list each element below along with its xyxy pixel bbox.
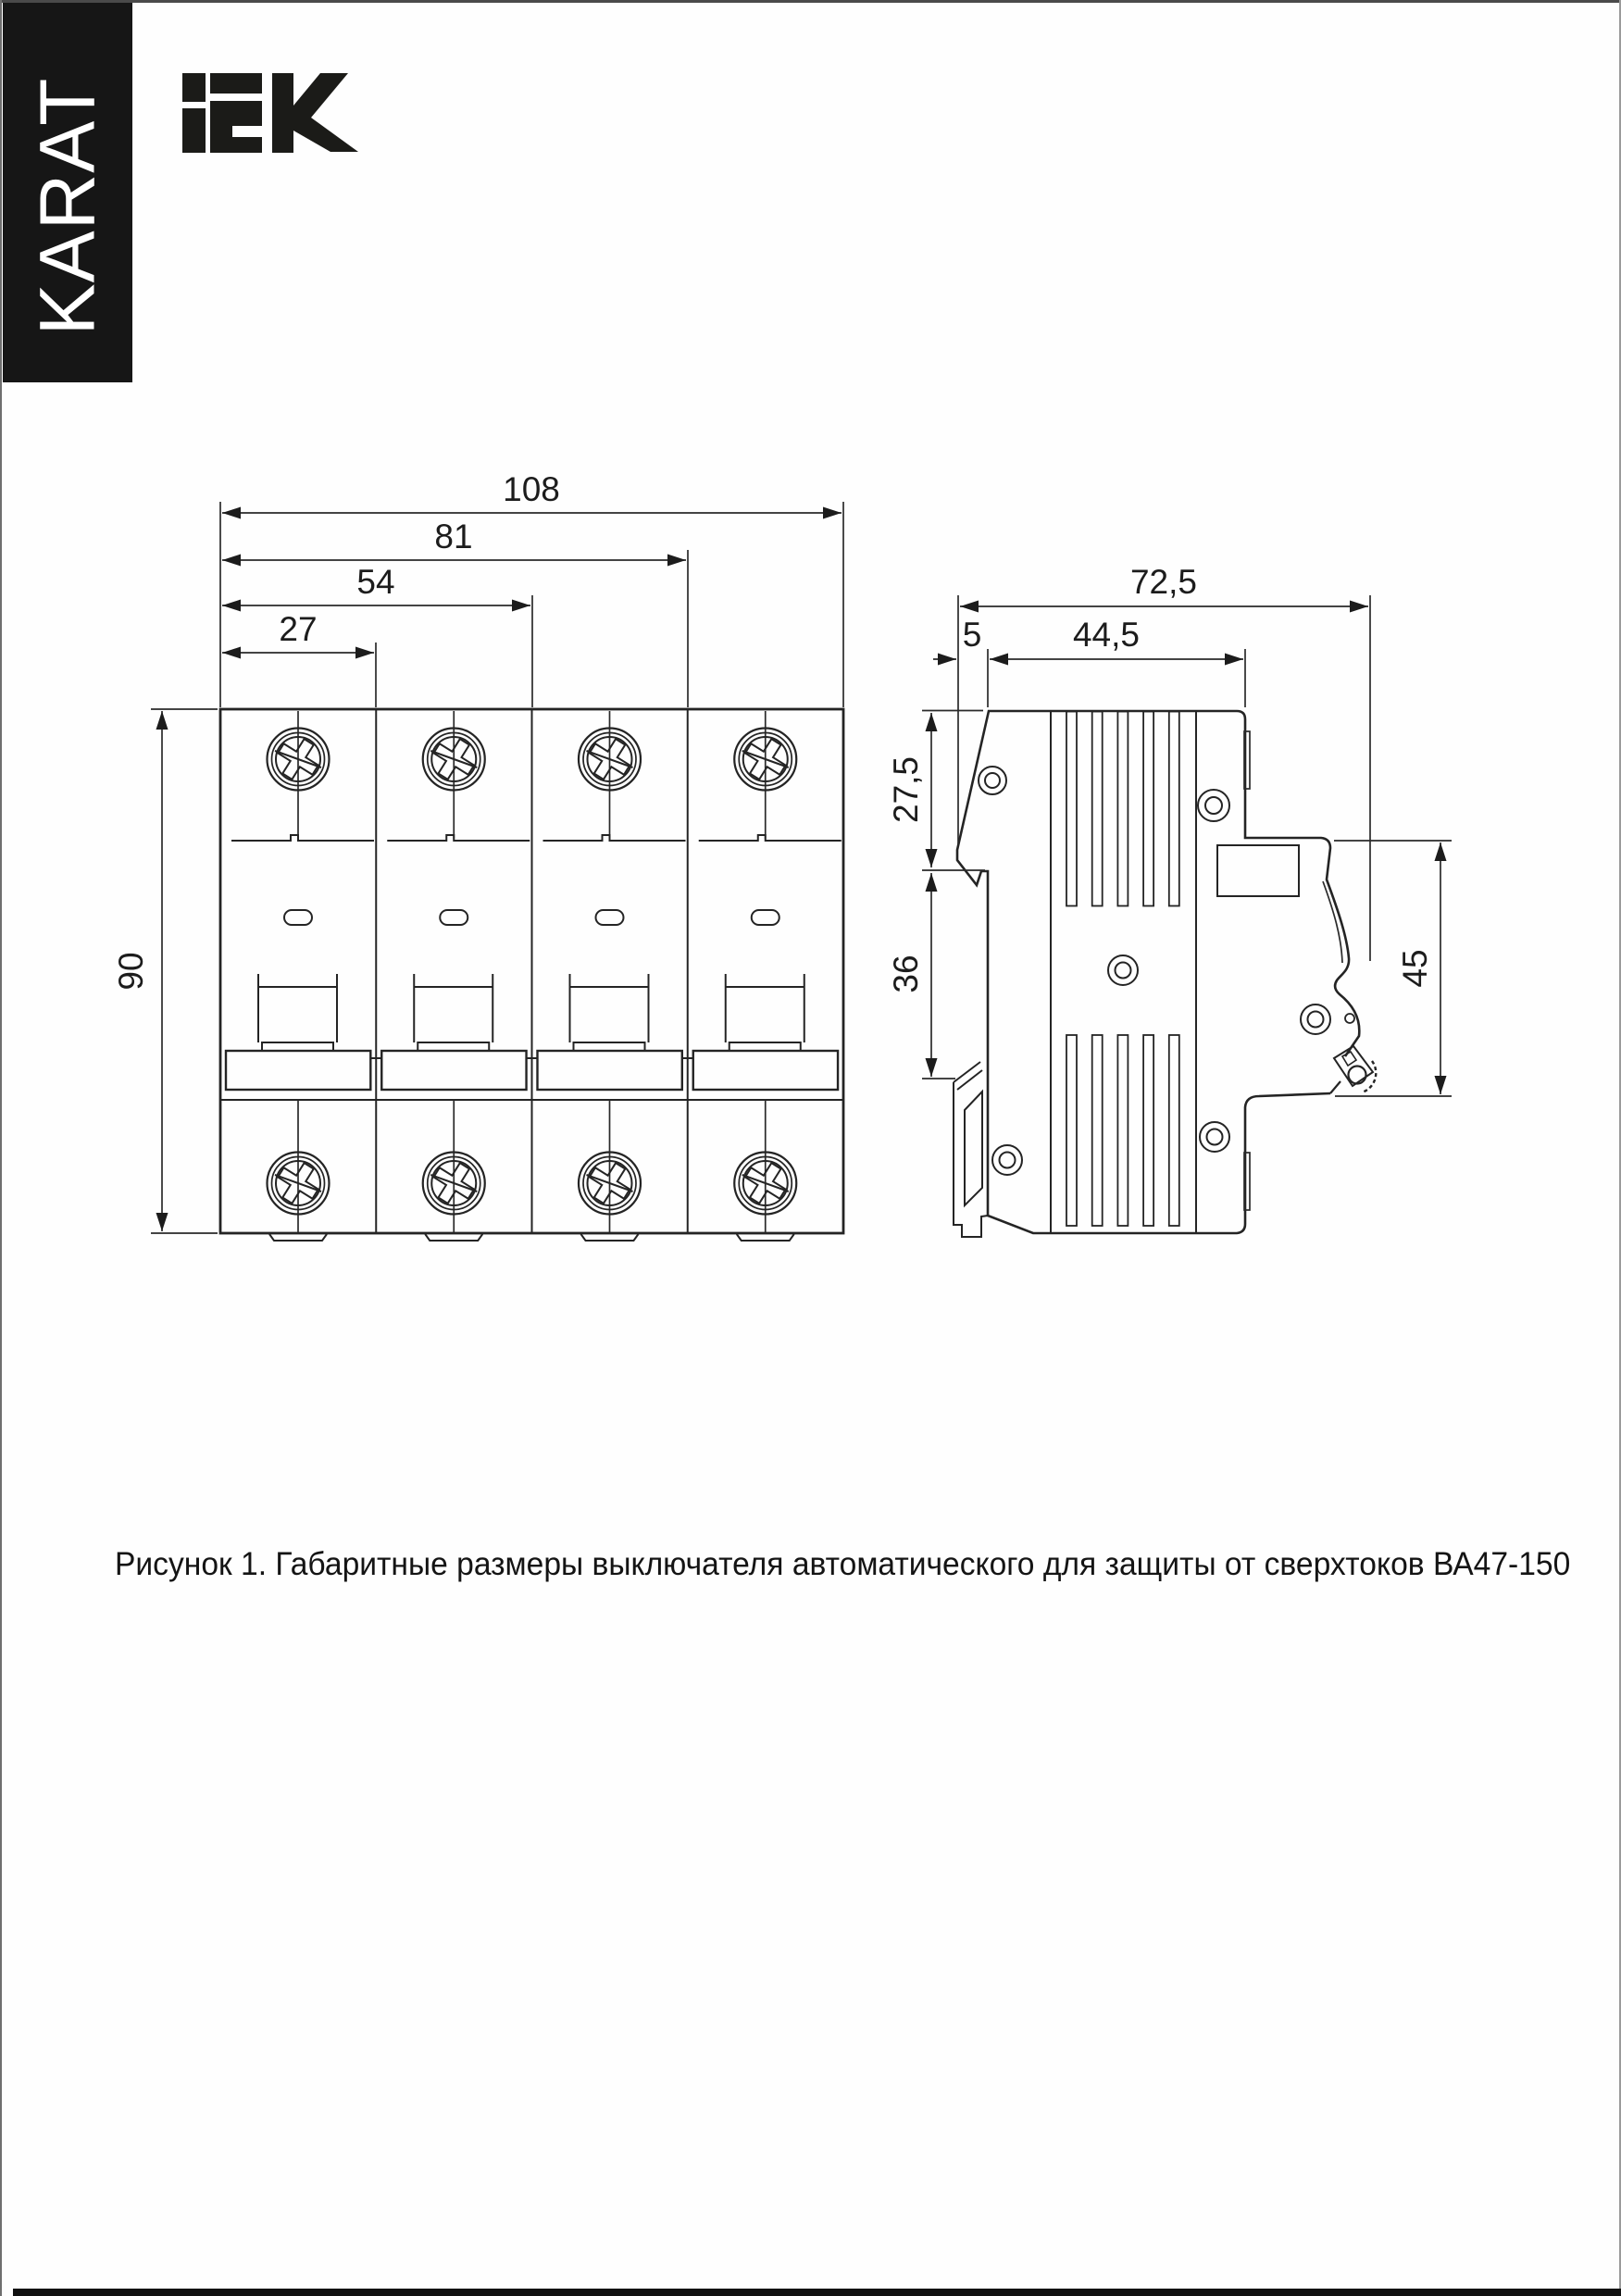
ventilation-slots — [1066, 712, 1179, 1227]
front-view-dimensions — [112, 470, 843, 1233]
dim-label-side-upper-height: 27,5 — [887, 755, 925, 824]
dim-label-front-width-3p: 81 — [434, 518, 473, 555]
dim-label-front-width-total: 108 — [503, 470, 560, 508]
din-rail-clip — [954, 1062, 988, 1237]
figure-caption: Рисунок 1. Габаритные размеры выключателя автоматического для защиты от сверхтоков ВА47-150 — [115, 1546, 1571, 1582]
dim-label-side-front-height: 45 — [1396, 949, 1434, 988]
case-rivets — [979, 767, 1229, 1175]
dim-label-front-width-2p: 54 — [356, 563, 395, 601]
dim-label-side-top-depth: 44,5 — [1072, 616, 1141, 654]
dim-label-side-depth-total: 72,5 — [1129, 563, 1198, 601]
toggle-handle-side — [1217, 845, 1299, 896]
dim-label-side-rail-section-height: 36 — [887, 955, 925, 993]
dim-label-front-height: 90 — [112, 952, 150, 991]
front-view-drawing — [112, 470, 843, 1241]
dim-label-side-rail-offset: 5 — [962, 616, 982, 654]
side-view-drawing — [887, 563, 1452, 1237]
dim-label-front-width-1p: 27 — [279, 610, 318, 648]
karat-brand-label: KARAT — [23, 77, 111, 336]
trip-lever — [1301, 1004, 1376, 1093]
